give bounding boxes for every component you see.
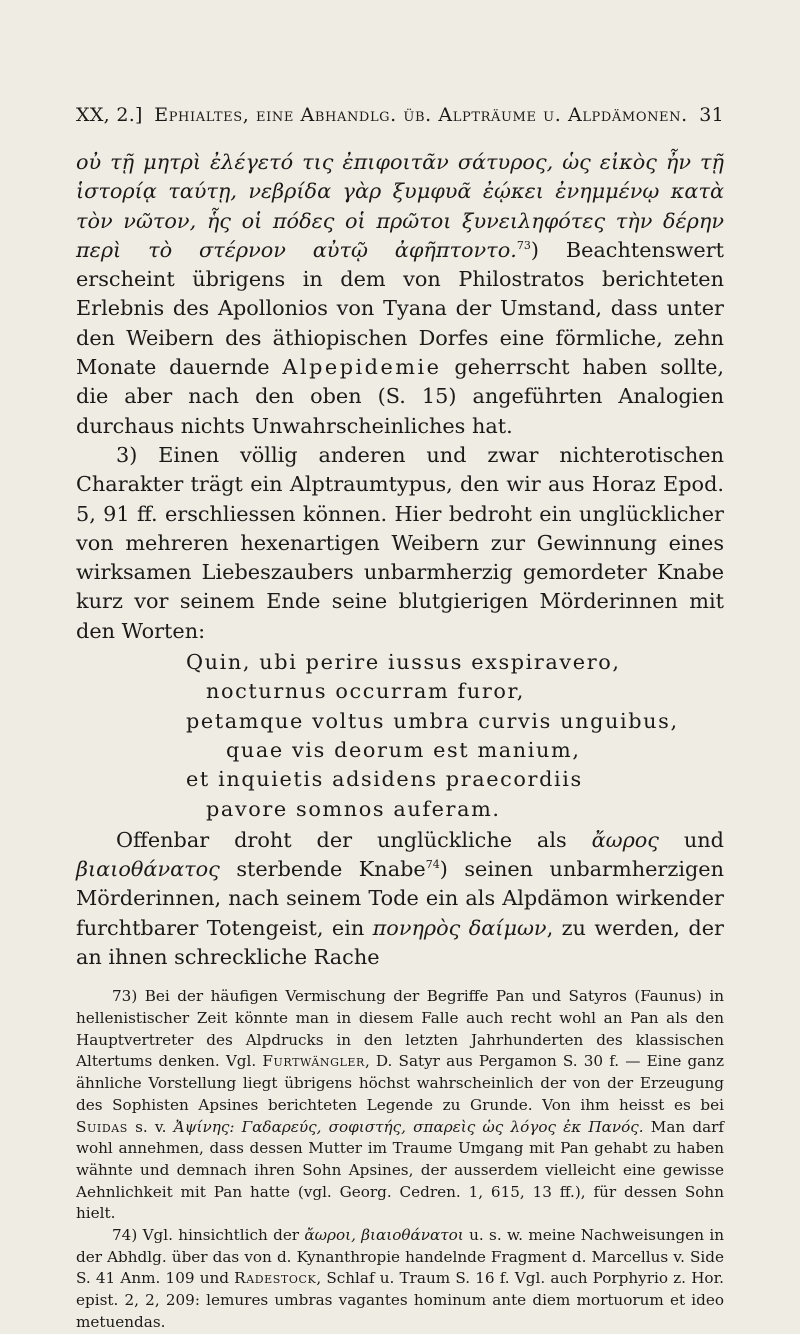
- header-title: Ephialtes, eine Abhandlg. üb. Alpträume u. Alpdämonen.: [154, 104, 688, 126]
- footnote-text: 73) Bei der häufigen Vermischung der Begriffe Pan und Satyros (Faunus) in hellenistischer Zeit könnte man in diesem Falle auch recht wohl an Pan als den Hauptvertreter des Alpdrucks in den letzten Jahrhunderten des klassischen Altertums denken. Vgl.: [76, 987, 724, 1071]
- verse-line: petamque voltus umbra curvis unguibus,: [186, 708, 679, 733]
- author-name: Radestock: [234, 1269, 317, 1288]
- greek-quotation: οὐ τῇ μητρὶ ἐλέγετό τις ἐπιφοιτᾶν σάτυρος, ὡς εἰκὸς ἦν τῇ ἱστορίᾳ ταύτῃ, νεβρίδα γὰρ ξυμφυᾶ ἐῴκει ἐνημμένῳ κατὰ τὸν νῶτον, ἧς οἱ πόδες οἱ πρῶτοι ξυνειληφότες τὴν δέρην περὶ τὸ στέρνον αὐτῷ ἀφῆπτοντο.: [76, 150, 724, 262]
- verse-line: et inquietis adsidens praecordiis: [186, 767, 583, 792]
- latin-verse-quotation: [76, 648, 724, 824]
- paragraph-3-text: , zu werden, der an ihnen schreckliche Rache: [76, 915, 724, 970]
- paragraph-1-text: ) Beachtenswert erscheint übrigens in dem von Philostratos berichteten Erlebnis des Apollonios von Tyana der Umstand, dass unter den Weibern des äthiopischen Dorfes eine förmliche, zehn Monate dauernde: [76, 237, 724, 380]
- header-section-ref: XX, 2.]: [76, 104, 143, 126]
- paragraph-3: [76, 826, 724, 972]
- footnote-ref-73: 73: [516, 238, 531, 252]
- running-header: [76, 104, 724, 126]
- footnote-ref-74: 74: [425, 858, 440, 872]
- greek-quotation: Ἀψίνης: Γαδαρεύς, σοφιστής, σπαρεὶς ὡς λόγος ἐκ Πανός.: [173, 1117, 644, 1136]
- verse-line: nocturnus occurram furor,: [206, 679, 525, 704]
- greek-term: πονηρὸς δαίμων: [372, 915, 547, 940]
- greek-term: ἄωροι, βιαιοθάνατοι: [304, 1226, 464, 1245]
- verse-line: Quin, ubi perire iussus exspiravero,: [186, 650, 621, 675]
- verse-line: pavore somnos auferam.: [206, 796, 501, 821]
- page-number: 31: [699, 104, 724, 126]
- footnote-74: [76, 1225, 724, 1334]
- footnote-text: u. s. w. meine Nachweisungen in der Abhdlg. über das von d. Kynanthropie handelnde Fragment d. Marcellus v. Side S. 41 Anm. 109 und: [76, 1226, 724, 1288]
- main-text: [76, 148, 724, 972]
- author-name: Furtwängler: [262, 1052, 365, 1071]
- paragraph-1: [76, 148, 724, 441]
- footnote-text: , D. Satyr aus Pergamon S. 30 f. — Eine ganz ähnliche Vorstellung liegt übrigens höchst wahrscheinlich der von der Erzeugung des Sophisten Apsines berichteten Legende zu Grunde. Von ihm heisst es bei: [76, 1052, 725, 1114]
- footnote-73: [76, 986, 724, 1225]
- footnotes: [76, 986, 724, 1333]
- paragraph-3-text: Offenbar droht der unglückliche als: [116, 827, 567, 852]
- paragraph-3-text: ) seinen unbarmherzigen Mörderinnen, nach seinem Tode ein als Alpdämon wirkender furchtbarer Totengeist, ein: [76, 857, 724, 940]
- footnote-text: , Schlaf u. Traum S. 16 f. Vgl. auch Porphyrio z. Hor. epist. 2, 2, 209: lemures umbras vagantes hominum ante diem mortuorum et ideo metuendas.: [76, 1269, 724, 1331]
- paragraph-3-text: und: [683, 827, 724, 852]
- greek-term: ἄωρος: [591, 827, 659, 852]
- greek-term: βιαιοθάνατος: [76, 857, 220, 882]
- footnote-text: 74) Vgl. hinsichtlich der: [112, 1226, 300, 1245]
- author-name: Suidas: [76, 1117, 128, 1136]
- paragraph-2: 3) Einen völlig anderen und zwar nichterotischen Charakter trägt ein Alptraumtypus, den wir aus Horaz Epod. 5, 91 ff. erschliessen können. Hier bedroht ein unglücklicher von mehreren hexenartigen Weibern zur Gewinnung eines wirksamen Liebeszaubers unbarmherzig gemordeter Knabe kurz vor seinem Ende seine blutgierigen Mörderinnen mit den Worten:: [76, 442, 724, 643]
- paragraph-1-tail: geherrscht haben sollte, die aber nach den oben (S. 15) angeführten Analogien durchaus nichts Unwahrscheinliches hat.: [76, 355, 724, 438]
- footnote-text: Man darf wohl annehmen, dass dessen Mutter im Traume Umgang mit Pan gehabt zu haben wähnte und demnach ihren Sohn Apsines, der ausserdem vielleicht eine gewisse Aehnlichkeit mit Pan hatte (vgl. Georg. Cedren. 1, 615, 13 ff.), für dessen Sohn hielt.: [76, 1117, 725, 1223]
- footnote-text: s. v.: [135, 1117, 167, 1136]
- verse-line: quae vis deorum est manium,: [226, 737, 581, 762]
- emphasized-term: Alpepidemie: [282, 355, 442, 380]
- paragraph-3-text: sterbende Knabe: [236, 857, 426, 882]
